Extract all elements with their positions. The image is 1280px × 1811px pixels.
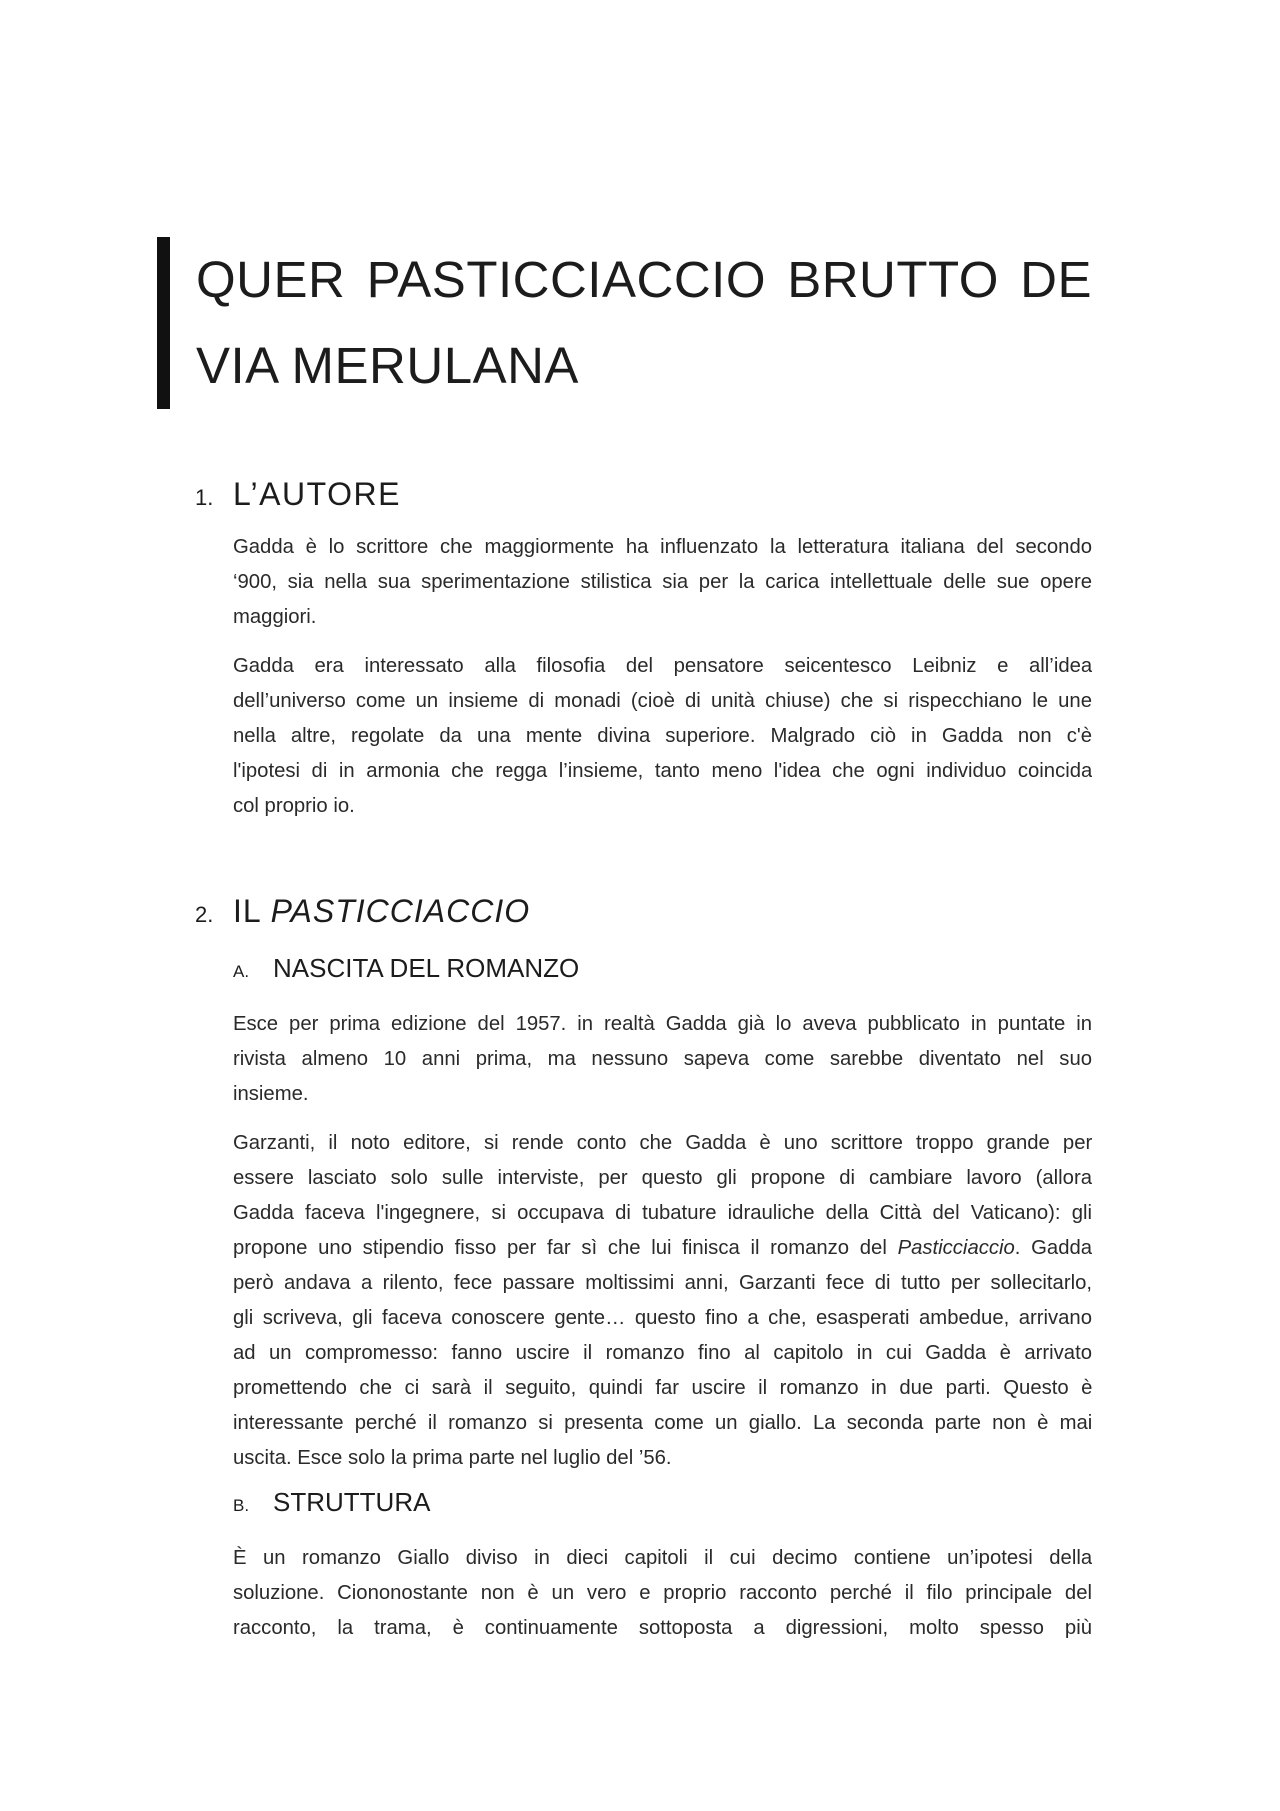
text-line: l'ipotesi di in armonia che regga l’insieme, tanto meno l'idea che ogni individuo coincida [233,760,1092,782]
subsection-heading-struttura [233,1487,430,1518]
subsection-number: A. [233,962,250,981]
title-accent-bar [157,237,170,409]
text-line: Gadda faceva l'ingegnere, si occupava di tubature idrauliche della Città del Vaticano): gli [233,1202,1092,1224]
title-word: VIA MERULANA [196,337,579,394]
text-line: racconto, la trama, è continuamente sottoposta a digressioni, molto spesso più [233,1617,1092,1639]
text-line: essere lasciato solo sulle interviste, per questo gli propone di cambiare lavoro (allora [233,1167,1092,1189]
text-line: interessante perché il romanzo si presenta come un giallo. La seconda parte non è mai [233,1412,1092,1434]
title-word: QUER [196,251,346,308]
text-line: maggiori. [233,606,317,628]
section-number: 1. [195,485,214,510]
text-line: uscita. Esce solo la prima parte nel luglio del ’56. [233,1447,672,1469]
text-line: Gadda è lo scrittore che maggiormente ha influenzato la letteratura italiana del secondo [233,536,1092,558]
text-line: insieme. [233,1083,309,1105]
text-line: Esce per prima edizione del 1957. in realtà Gadda già lo aveva pubblicato in puntate in [233,1013,1092,1035]
subsection-label: NASCITA DEL ROMANZO [273,953,580,983]
text-line: gli scriveva, gli faceva conoscere gente… questo fino a che, esasperati ambedue, arrivano [233,1307,1092,1329]
title-word: DE [1020,251,1092,308]
section-label-prefix: IL [233,893,262,929]
text-line: però andava a rilento, fece passare moltissimi anni, Garzanti fece di tutto per sollecitarlo, [233,1272,1092,1294]
text-line: È un romanzo Giallo diviso in dieci capitoli il cui decimo contiene un’ipotesi della [233,1547,1092,1569]
text-segment: . Gadda [1014,1237,1092,1259]
text-line: Gadda era interessato alla filosofia del pensatore seicentesco Leibniz e all’idea [233,655,1092,677]
text-segment: propone uno stipendio fisso per far sì che lui finisca il romanzo del [233,1237,898,1259]
text-line: Garzanti, il noto editore, si rende conto che Gadda è uno scrittore troppo grande per [233,1132,1092,1154]
paragraph [233,1007,1092,1112]
text-line: soluzione. Ciononostante non è un vero e proprio racconto perché il filo principale del [233,1582,1092,1604]
section-heading-pasticciaccio [195,893,530,930]
section-label-italic: PASTICCIACCIO [270,893,531,929]
text-line: rivista almeno 10 anni prima, ma nessuno sapeva come sarebbe diventato nel suo [233,1048,1092,1070]
section-heading-autore [195,476,401,513]
text-line: nella altre, regolate da una mente divina superiore. Malgrado ciò in Gadda non c'è [233,725,1092,747]
text-line: promettendo che ci sarà il seguito, quindi far uscire il romanzo in due parti. Questo è [233,1377,1092,1399]
paragraph [233,1126,1092,1476]
document-title-block [157,237,1092,410]
title-line-2 [196,323,1092,409]
title-word: PASTICCIACCIO [366,251,766,308]
paragraph [233,530,1092,635]
section-label: L’AUTORE [233,476,401,512]
title-line-1 [196,237,1092,323]
subsection-heading-nascita [233,953,579,984]
document-title [196,237,1092,409]
paragraph [233,1541,1092,1646]
text-line: ‘900, sia nella sua sperimentazione stilistica sia per la carica intellettuale delle sue opere [233,571,1092,593]
text-line: col proprio io. [233,795,355,817]
subsection-label: STRUTTURA [273,1487,431,1517]
text-line-with-italic [233,1231,1092,1266]
italic-title: Pasticciaccio [897,1237,1015,1259]
section-number: 2. [195,902,214,927]
text-line: dell’universo come un insieme di monadi (cioè di unità chiuse) che si rispecchiano le une [233,690,1092,712]
text-line: ad un compromesso: fanno uscire il romanzo fino al capitolo in cui Gadda è arrivato [233,1342,1092,1364]
title-word: BRUTTO [787,251,999,308]
paragraph [233,649,1092,824]
subsection-number: B. [233,1496,250,1515]
